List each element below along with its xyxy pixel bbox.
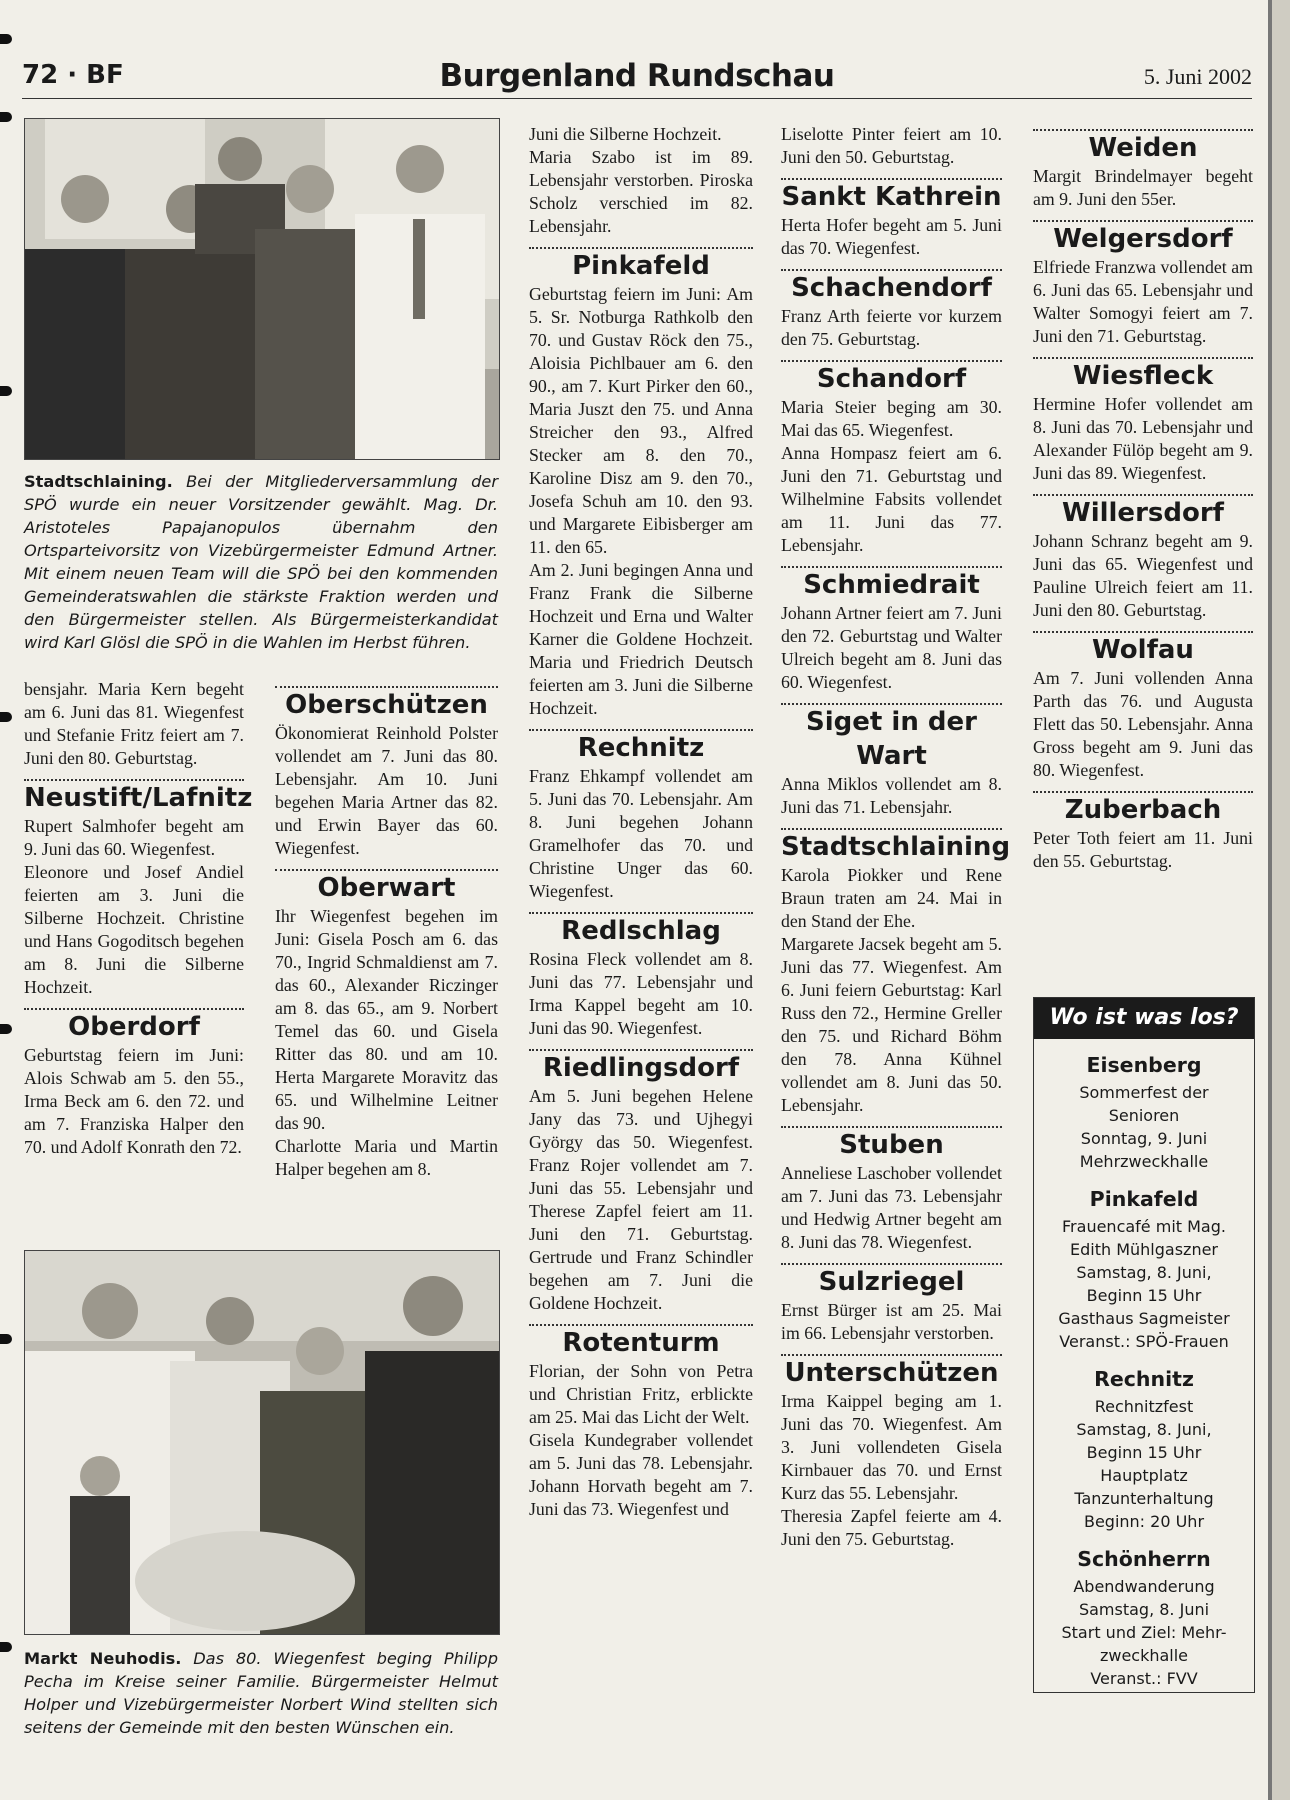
event-line: Samstag, 8. Juni [1078, 1600, 1210, 1619]
section-heading: Rotenturm [562, 1328, 720, 1358]
event-line: Senioren [1108, 1106, 1180, 1125]
event-line: Beginn 15 Uhr [1086, 1443, 1202, 1462]
section-text: Gisela Kundegraber vollendet am 5. Juni das 78. Lebensjahr. Johann Horvath begeht am 7. Juni das 73. Wiegenfest und [529, 1430, 753, 1519]
section-heading: Riedlingsdorf [542, 1053, 740, 1083]
section-text: Karola Piokker und Rene Braun traten am 24. Mai in den Stand der Ehe. [781, 865, 1002, 931]
scan-mark [0, 1334, 12, 1344]
section-heading: Schandorf [816, 364, 967, 394]
col1-intro: bensjahr. Maria Kern begeht am 6. Juni das 81. Wiegenfest und Stefanie Fritz feiert am 7. Juni den 80. Geburtstag. [24, 679, 244, 768]
section-text: Theresia Zapfel feierte am 4. Juni den 75. Geburtstag. [781, 1506, 1002, 1549]
section-text: Franz Arth feierte vor kurzem den 75. Geburtstag. [781, 306, 1002, 349]
page-number: 72 · BF [22, 60, 124, 90]
section-text: Johann Artner feiert am 7. Juni den 72. Geburtstag und Walter Ulreich begeht am 8. Juni das 60. Wiegenfest. [781, 603, 1002, 692]
scan-mark [0, 1642, 12, 1652]
column-5 [1033, 123, 1253, 873]
section-text: Hermine Hofer vollendet am 8. Juni das 70. Lebensjahr und Alexander Fülöp begeht am 9. Juni das 89. Wiegenfest. [1033, 394, 1253, 483]
page-header [22, 58, 1252, 99]
event-line: Gasthaus Sagmeister [1058, 1309, 1230, 1328]
photo2-caption [24, 1647, 498, 1739]
photo1-caption-text: Bei der Mitgliederversammlung der SPÖ wurde ein neuer Vorsitzender gewählt. Mag. Dr. Aristoteles Papajanopulos übernahm den Ortsparteivorsitz von Vizebürgermeister Edmund Artner. Mit einem neuen Team will die SPÖ bei den kommenden Gemeinderatswahlen die stärkste Fraktion werden und den Bürgermeister stellen. Als Bürgermeisterkandidat wird Karl Glösl die SPÖ in die Wahlen im Herbst führen. [24, 472, 498, 652]
section-text: Charlotte Maria und Martin Halper begehen am 8. [275, 1136, 498, 1179]
section-heading: Oberdorf [68, 1012, 200, 1042]
scan-mark [0, 34, 12, 44]
section-heading: Rechnitz [577, 733, 705, 763]
section-heading: Oberschützen [285, 690, 488, 720]
section-text: Peter Toth feiert am 11. Juni den 55. Geburtstag. [1033, 828, 1253, 871]
event-line: Samstag, 8. Juni, [1076, 1420, 1212, 1439]
section-text: Herta Hofer begeht am 5. Juni das 70. Wiegenfest. [781, 215, 1002, 258]
section-text: Eleonore und Josef Andiel feierten am 3. Juni die Silberne Hochzeit. Christine und Hans Gogoditsch begehen am 8. Juni die Silberne Hochzeit. [24, 862, 244, 997]
event-line: Beginn: 20 Uhr [1083, 1512, 1205, 1531]
section-text: Maria Steier beging am 30. Mai das 65. Wiegenfest. [781, 397, 1002, 440]
event-line: Sonntag, 9. Juni [1080, 1129, 1208, 1148]
photo1-caption [24, 470, 498, 654]
section-text: Ihr Wiegenfest begehen im Juni: Gisela Posch am 6. das 70., Ingrid Schmaldienst am 7. das 60., Alexander Riczinger am 8. das 65., am 9. Norbert Temel das 60. und Gisela Ritter das 80. und am 10. Herta Margarete Moravitz das 65. und Wilhelmine Leitner das 90. [275, 906, 498, 1133]
section-text: Am 7. Juni vollenden Anna Parth das 76. und Augusta Flett das 50. Lebensjahr. Anna Gross begeht am 9. Juni das 80. Wiegenfest. [1033, 668, 1253, 780]
section-heading: Zuberbach [1064, 795, 1222, 825]
section-text: Florian, der Sohn von Petra und Christian Fritz, erblickte am 25. Mai das Licht der Welt. [529, 1361, 753, 1427]
events-box-title: Wo ist was los? [1034, 998, 1254, 1039]
issue-date: 5. Juni 2002 [1143, 64, 1252, 89]
event-line: Veranst.: FVV [1090, 1669, 1198, 1688]
event-place: Rechnitz [1094, 1367, 1194, 1391]
section-text: Geburtstag feiern im Juni: Alois Schwab am 5. den 55., Irma Beck am 6. den 72. und am 7. Franziska Halper den 70. und Adolf Konrath den 72. [24, 1045, 244, 1157]
col4-intro: Liselotte Pinter feiert am 10. Juni den 50. Geburtstag. [781, 124, 1002, 167]
scan-mark [0, 386, 12, 396]
column-1 [24, 678, 253, 1159]
section-text: Rupert Salmhofer begeht am 9. Juni das 60. Wiegenfest. [24, 816, 244, 859]
section-heading: Weiden [1088, 133, 1198, 163]
section-text: Ernst Bürger ist am 25. Mai im 66. Lebensjahr verstorben. [781, 1300, 1002, 1343]
event-place: Pinkafeld [1089, 1187, 1199, 1211]
column-3 [529, 123, 753, 1521]
column-2 [275, 678, 498, 1181]
section-heading: Schachendorf [791, 273, 992, 303]
column-4 [781, 123, 1011, 1551]
section-heading: Pinkafeld [572, 251, 710, 281]
event-place: Schönherrn [1077, 1547, 1211, 1571]
event-line: Beginn 15 Uhr [1086, 1286, 1202, 1305]
section-text: Anna Miklos vollendet am 8. Juni das 71. Lebensjahr. [781, 774, 1002, 817]
section-text: Rosina Fleck vollendet am 8. Juni das 77. Lebensjahr und Irma Kappel begeht am 10. Juni das 90. Wiegenfest. [529, 949, 753, 1038]
page-edge [1268, 0, 1290, 1800]
section-text: Ökonomierat Reinhold Polster vollendet am 7. Juni das 80. Lebensjahr. Am 10. Juni begehen Maria Artner das 82. und Erwin Bayer das 60. Wiegenfest. [275, 723, 498, 858]
section-heading: Willersdorf [1062, 498, 1224, 528]
section-heading: Sankt Kathrein [781, 182, 1002, 212]
photo-stadtschlaining-group [24, 118, 500, 460]
section-text: Margarete Jacsek begeht am 5. Juni das 77. Wiegenfest. Am 6. Juni feiern Geburtstag: Karl Russ den 72., Hermine Greller den 75. und Richard Böhm den 78. Anna Kühnel vollendet am 8. Juni das 50. Lebensjahr. [781, 934, 1002, 1115]
section-heading: Oberwart [317, 873, 456, 903]
section-heading: Redlschlag [561, 916, 721, 946]
photo-markt-neuhodis-family [24, 1250, 500, 1635]
section-text: Irma Kaippel beging am 1. Juni das 70. Wiegenfest. Am 3. Juni vollendeten Gisela Kirnbauer das 70. und Ernst Kurz das 55. Lebensjahr. [781, 1391, 1002, 1503]
publication-title: Burgenland Rundschau [439, 58, 835, 94]
section-text: Geburtstag feiern im Juni: Am 5. Sr. Notburga Rathkolb den 70. und Gustav Röck den 75., Aloisia Pichlbauer am 6. den 90., am 7. Kurt Pirker den 60., Maria Juszt den 75. und Anna Streicher den 93., Alfred Stecker am 8. den 70., Karoline Disz am 9. den 70., Josefa Schuh am 10. den 93. und Margarete Eibisberger am 11. den 65. [529, 284, 753, 557]
section-text: Margit Brindelmayer begeht am 9. Juni den 55er. [1033, 166, 1253, 209]
section-heading: Sulzriegel [818, 1267, 965, 1297]
section-heading: Neustift/Lafnitz [24, 783, 253, 813]
section-heading: Stuben [839, 1130, 944, 1160]
event-line: Abendwanderung [1073, 1577, 1215, 1596]
section-text: Elfriede Franzwa vollendet am 6. Juni das 65. Lebensjahr und Walter Somogyi feiert am 7. Juni den 71. Geburtstag. [1033, 257, 1253, 346]
section-heading: Siget in der Wart [806, 707, 977, 771]
event-line: Start und Ziel: Mehr- [1061, 1623, 1227, 1642]
event-line: zweckhalle [1099, 1646, 1189, 1665]
event-line: Rechnitzfest [1094, 1397, 1194, 1416]
section-text: Anna Hompasz feiert am 6. Juni den 71. Geburtstag und Wilhelmine Fabsits vollendet am 11. Juni das 77. Lebensjahr. [781, 443, 1002, 555]
photo1-caption-place: Stadtschlaining. [24, 472, 173, 491]
section-text: Am 5. Juni begehen Helene Jany das 73. und Ujhegyi György das 50. Wiegenfest. Franz Rojer vollendet am 7. Juni das 55. Lebensjahr und Therese Zapfel feiert am 11. Juni den 71. Geburtstag. Gertrude und Franz Schindler begehen am 7. Juni die Goldene Hochzeit. [529, 1086, 753, 1313]
scan-mark [0, 712, 12, 722]
section-heading: Schmiedrait [803, 570, 980, 600]
section-text: Am 2. Juni begingen Anna und Franz Frank die Silberne Hochzeit und Erna und Walter Karner die Goldene Hochzeit. Maria und Friedrich Deutsch feierten am 3. Juni die Silberne Hochzeit. [529, 560, 753, 718]
section-text: Franz Ehkampf vollendet am 5. Juni das 70. Lebensjahr. Am 8. Juni begehen Johann Gramelhofer das 70. und Christine Unger das 60. Wiegenfest. [529, 766, 753, 901]
scan-mark [0, 1024, 12, 1034]
section-heading: Stadtschlaining [781, 832, 1011, 862]
section-heading: Wiesfleck [1072, 361, 1214, 391]
photo2-caption-place: Markt Neuhodis. [24, 1649, 182, 1668]
event-line: Hauptplatz [1100, 1466, 1188, 1485]
col3-intro: Juni die Silberne Hochzeit. [529, 124, 722, 144]
col3-intro2: Maria Szabo ist im 89. Lebensjahr verstorben. Piroska Scholz verschied im 82. Lebensjahr. [529, 147, 753, 236]
event-line: Veranst.: SPÖ-Frauen [1059, 1332, 1229, 1351]
event-line: Mehrzweckhalle [1079, 1152, 1209, 1171]
section-heading: Welgersdorf [1053, 224, 1233, 254]
event-place: Eisenberg [1086, 1053, 1202, 1077]
section-text: Anneliese Laschober vollendet am 7. Juni das 73. Lebensjahr und Hedwig Artner begeht am 8. Juni das 78. Wiegenfest. [781, 1163, 1002, 1252]
section-text: Johann Schranz begeht am 9. Juni das 65. Wiegenfest und Pauline Ulreich feiert am 11. Juni den 80. Geburtstag. [1033, 531, 1253, 620]
event-line: Edith Mühlgaszner [1070, 1240, 1218, 1259]
scan-mark [0, 112, 12, 122]
section-heading: Wolfau [1092, 635, 1194, 665]
event-line: Sommerfest der [1079, 1083, 1209, 1102]
event-line: Tanzunterhaltung [1074, 1489, 1214, 1508]
section-heading: Unterschützen [784, 1358, 999, 1388]
event-line: Samstag, 8. Juni, [1076, 1263, 1212, 1282]
photo2-caption-text: Das 80. Wiegenfest beging Philipp Pecha im Kreise seiner Familie. Bürgermeister Helmut Holper und Vizebürgermeister Norbert Wind stellten sich seitens der Gemeinde mit den besten Wünschen ein. [24, 1649, 498, 1737]
event-line: Frauencafé mit Mag. [1062, 1217, 1226, 1236]
events-box [1033, 997, 1255, 1693]
